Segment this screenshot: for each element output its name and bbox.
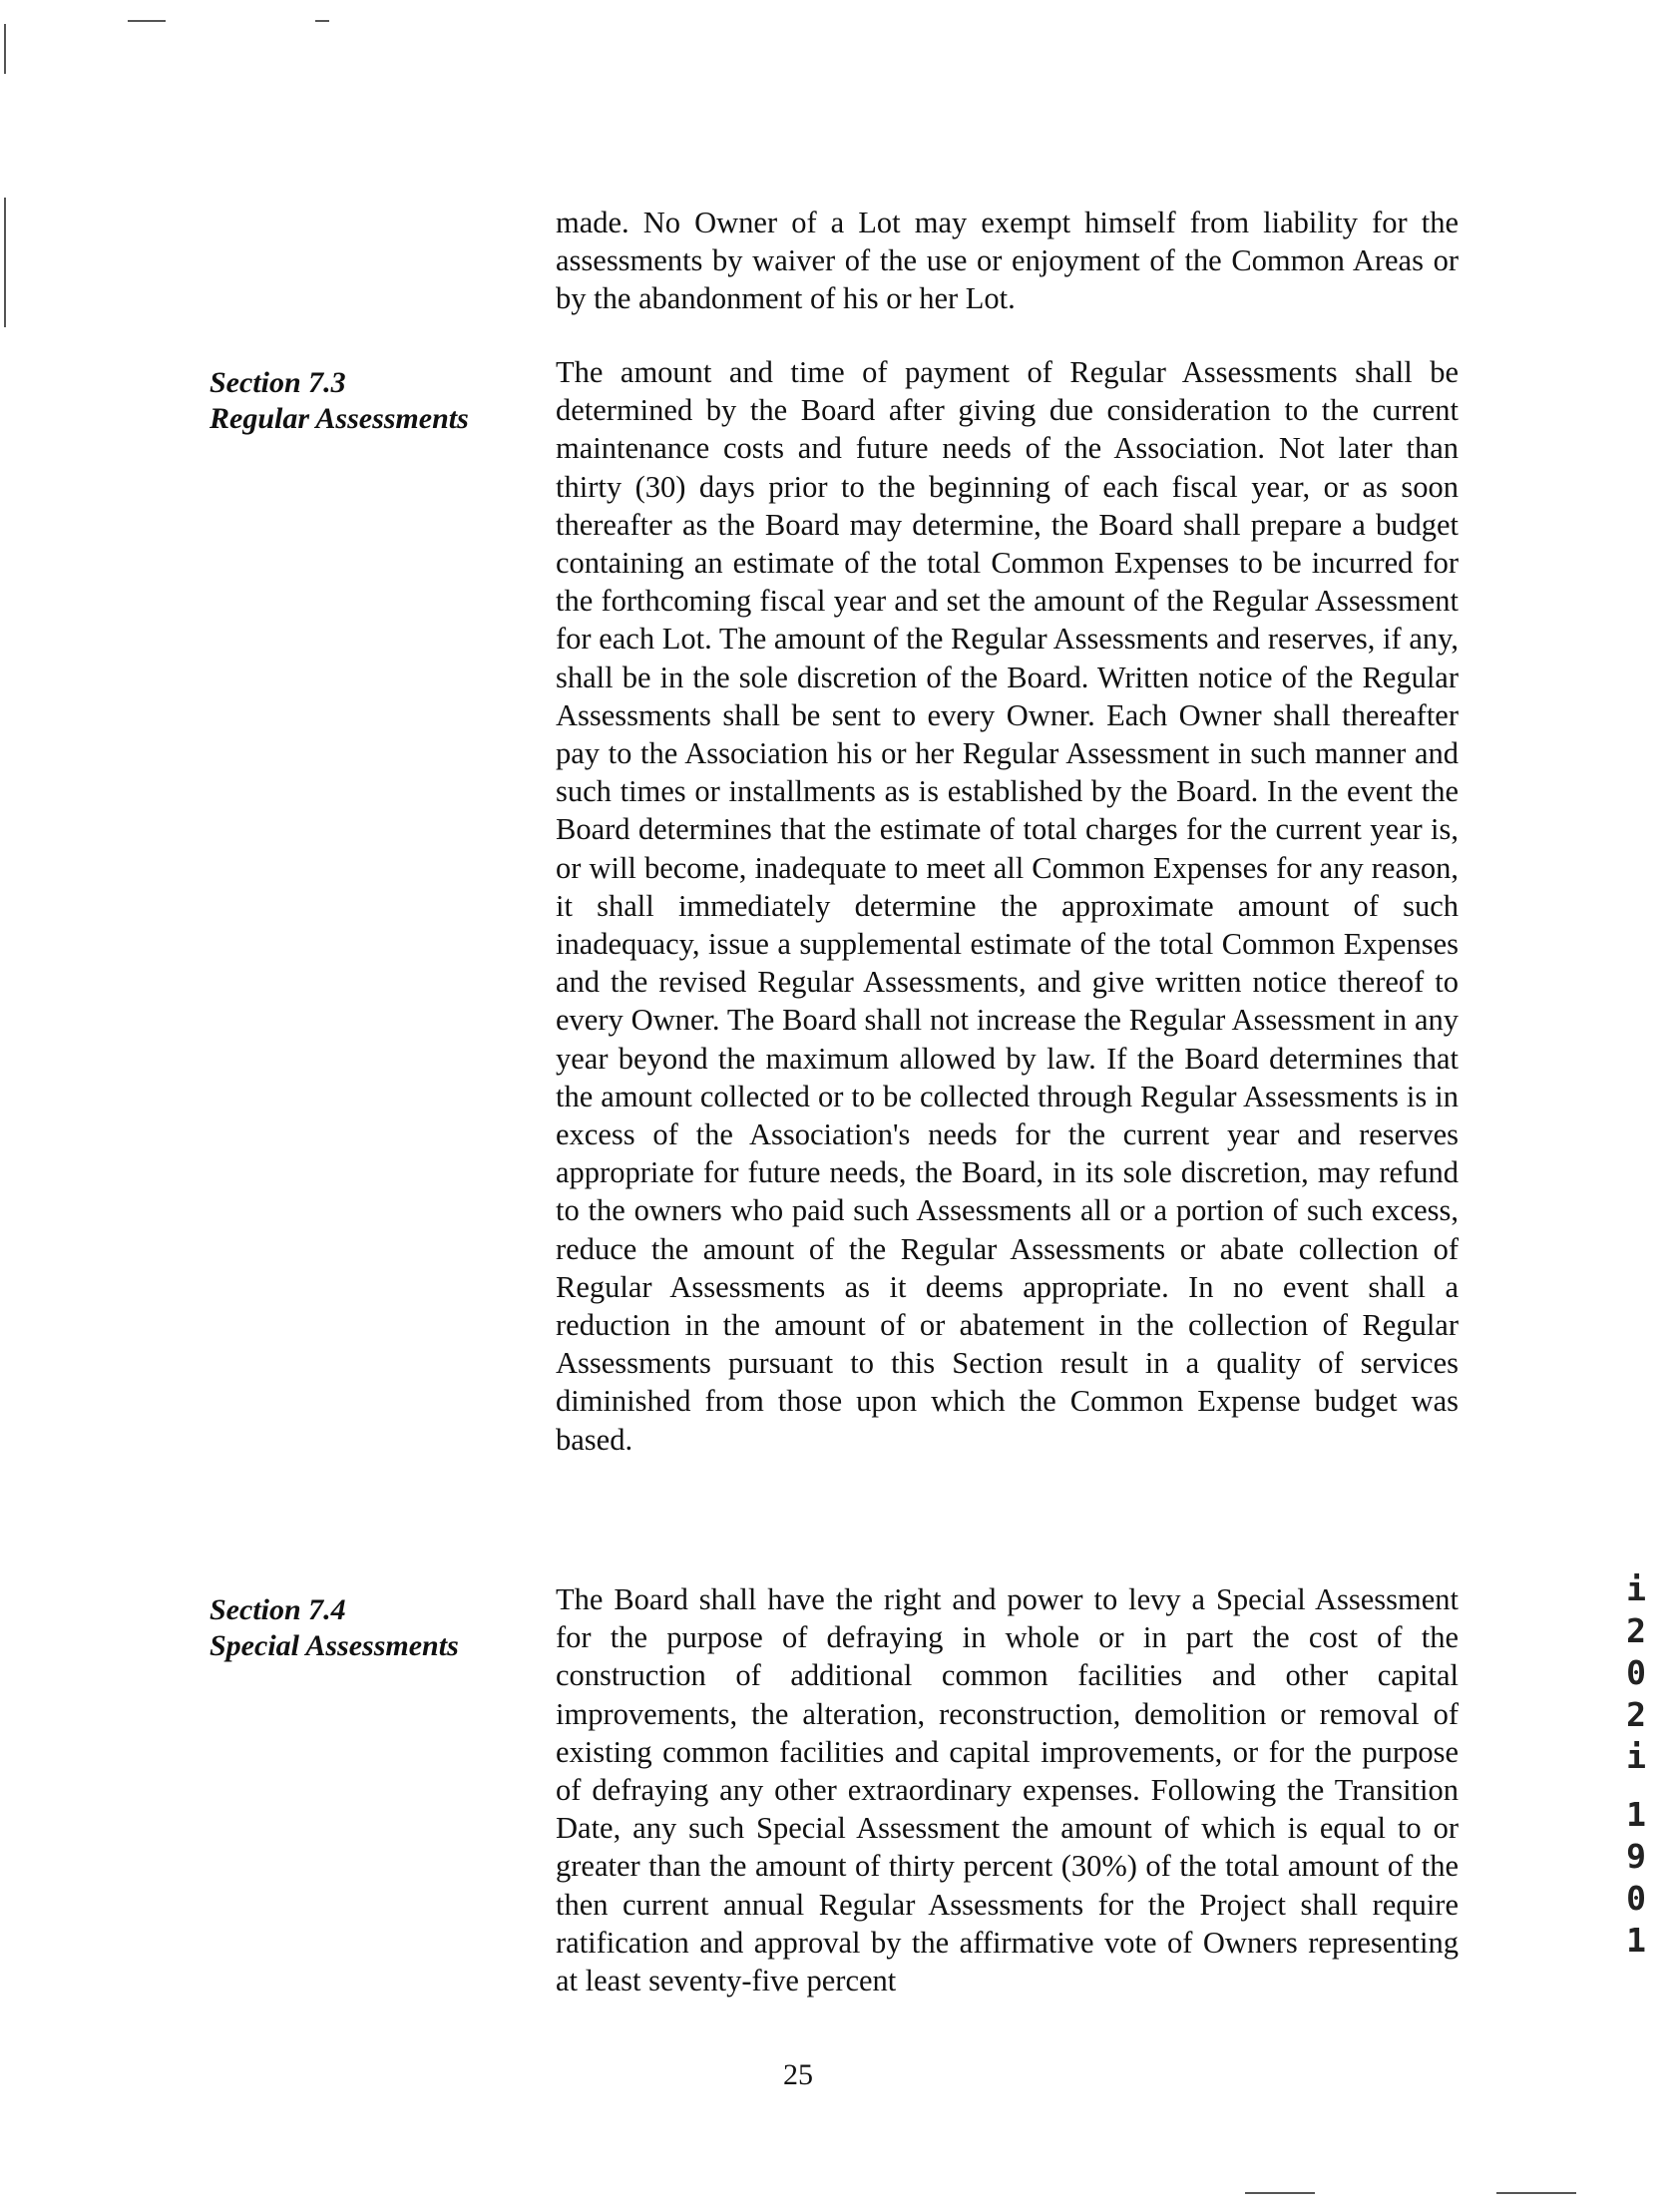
stamp-char: i [1626, 1569, 1646, 1608]
stamp-char: 2 [1626, 1695, 1646, 1734]
scan-artifact-left-edge-1 [4, 24, 6, 74]
section-7-3-number: Section 7.3 [210, 366, 346, 399]
page-number: 25 [783, 2058, 813, 2091]
stamp-char: i [1626, 1737, 1646, 1776]
scan-artifact-top-dash [315, 20, 329, 22]
scan-artifact-top-rule [128, 20, 166, 22]
section-7-4-body: The Board shall have the right and power to levy a Special Assessment for the purpose of defraying in whole or in part the cost of the construction of additional common facilities and other capital improvements, the alteration, reconstruction, demolition or removal of existing common facilities and capital improvements, or for the purpose of defraying any other extraordinary expenses. Following the Transition Date, any such Special Assessment the amount of which is equal to or greater than the amount of thirty percent (30%) of the total amount of the then current annual Regular Assessments for the Project shall require ratification and approval by the affirmative vote of Owners representing at least seventy-five percent [556, 1582, 1459, 1998]
section-7-3-title: Regular Assessments [210, 402, 469, 435]
intro-paragraph: made. No Owner of a Lot may exempt himself from liability for the assessments by waiver of the use or enjoyment of the Common Areas or by the abandonment of his or her Lot. [556, 206, 1459, 316]
section-7-3-heading [210, 365, 469, 437]
stamp-char: 1 [1626, 1921, 1646, 1960]
recording-stamp-lower [1616, 1794, 1656, 1962]
scan-artifact-bottom-rule-2 [1496, 2192, 1576, 2194]
stamp-char: 0 [1626, 1879, 1646, 1918]
section-7-3-body: The amount and time of payment of Regular Assessments shall be determined by the Board after giving due consideration to the current maintenance costs and future needs of the Association. Not later than thirty (30) days prior to the beginning of each fiscal year, or as soon thereafter as the Board may determine, the Board shall prepare a budget containing an estimate of the total Common Expenses to be incurred for the forthcoming fiscal year and set the amount of the Regular Assessment for each Lot. The amount of the Regular Assessments and reserves, if any, shall be in the sole discretion of the Board. Written notice of the Regular Assessments shall be sent to every Owner. Each Owner shall thereafter pay to the Association his or her Regular Assessment in such manner and such times or installments as is established by the Board. In the event the Board determines that the estimate of total charges for the current year is, or will become, inadequate to meet all Common Expenses for any reason, it shall immediately determine the approximate amount of such inadequacy, issue a supplemental estimate of the total Common Expenses and the revised Regular Assessments, and give written notice thereof to every Owner. The Board shall not increase the Regular Assessment in any year beyond the maximum allowed by law. If the Board determines that the amount collected or to be collected through Regular Assessments is in excess of the Association's needs for the current year and reserves appropriate for future needs, the Board, in its sole discretion, may refund to the owners who paid such Assessments all or a portion of such excess, reduce the amount of the Regular Assessments or abate collection of Regular Assessments as it deems appropriate. In no event shall a reduction in the amount of or abatement in the collection of Regular Assessments pursuant to this Section result in a quality of services diminished from those upon which the Common Expense budget was based. [556, 355, 1459, 1457]
stamp-char: 1 [1626, 1795, 1646, 1834]
scan-artifact-left-edge-2 [4, 198, 6, 327]
section-7-4-heading [210, 1592, 459, 1664]
scan-artifact-bottom-rule-1 [1245, 2192, 1315, 2194]
stamp-char: 0 [1626, 1653, 1646, 1692]
stamp-char: 9 [1626, 1837, 1646, 1876]
section-7-4-number: Section 7.4 [210, 1593, 346, 1626]
section-7-4-title: Special Assessments [210, 1629, 459, 1662]
recording-stamp-upper [1616, 1568, 1656, 1778]
stamp-char: 2 [1626, 1611, 1646, 1650]
